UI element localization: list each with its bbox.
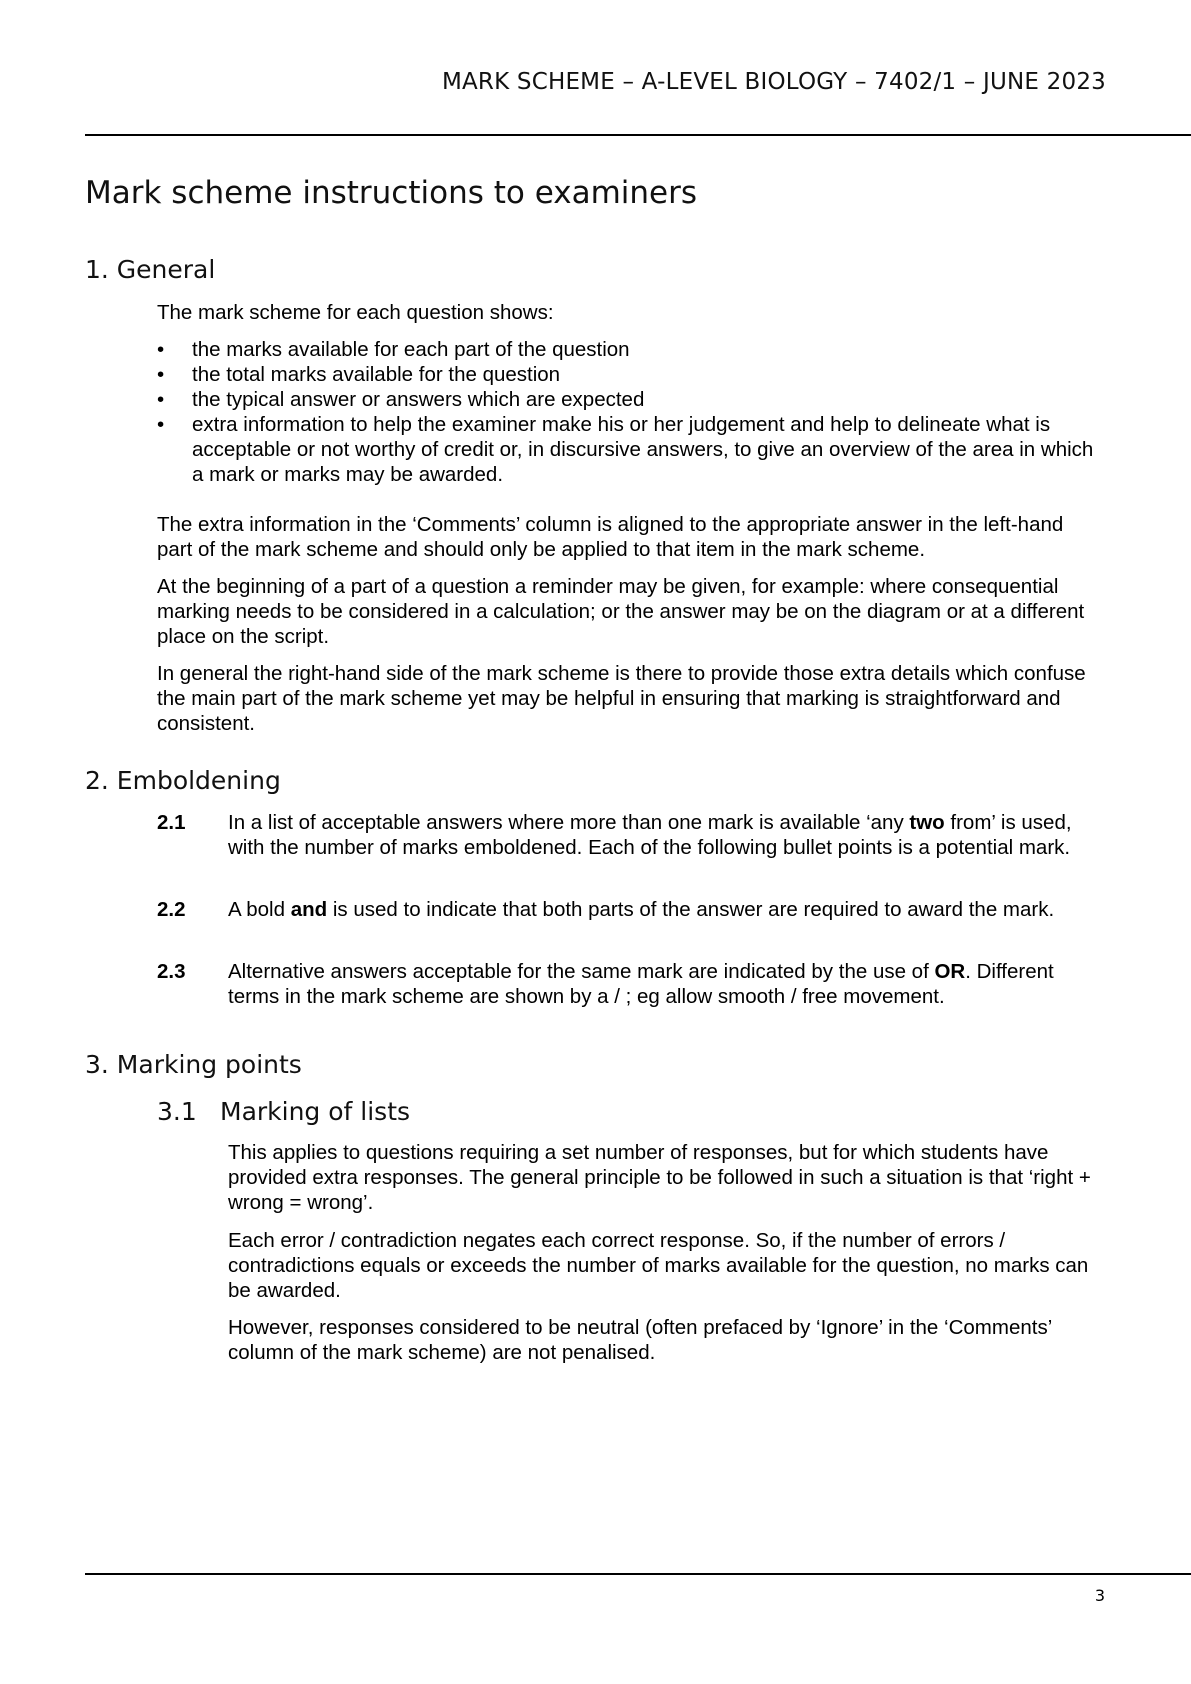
emboldening-item (157, 959, 1097, 1009)
emboldening-item (157, 897, 1097, 922)
marking-paragraph: However, responses considered to be neutral (often prefaced by ‘Ignore’ in the ‘Comments’ column of the mark scheme) are not penalised. (228, 1316, 1052, 1364)
item-number: 2.2 (157, 898, 186, 921)
general-paragraph: In general the right-hand side of the mark scheme is there to provide those extra details which confuse the main part of the mark scheme yet may be helpful in ensuring that marking is straightforward and consistent. (157, 662, 1086, 735)
page-title: Mark scheme instructions to examiners (85, 175, 697, 211)
marking-paragraph: Each error / contradiction negates each correct response. So, if the number of errors / contradictions equals or exceeds the number of marks available for the question, no marks can be awarded. (228, 1229, 1089, 1302)
subsection-heading: 3.1 Marking of lists (157, 1097, 411, 1126)
section-heading-emboldening: 2. Emboldening (85, 766, 281, 795)
general-intro: The mark scheme for each question shows: (157, 301, 554, 324)
page-number: 3 (1094, 1586, 1105, 1605)
list-item: • the typical answer or answers which are expected (157, 388, 645, 411)
emboldening-item (157, 810, 1097, 860)
item-number: 2.3 (157, 960, 186, 983)
list-item: • the total marks available for the question (157, 363, 561, 386)
item-text: Alternative answers acceptable for the same mark are indicated by the use of OR. Different terms in the mark scheme are shown by a / ; eg allow smooth / free movement. (228, 960, 1054, 1008)
general-paragraph: The extra information in the ‘Comments’ column is aligned to the appropriate answer in the left-hand part of the mark scheme and should only be applied to that item in the mark scheme. (157, 513, 1064, 561)
running-header: MARK SCHEME – A-LEVEL BIOLOGY – 7402/1 – JUNE 2023 (441, 69, 1106, 95)
bullet-icon: • (157, 338, 165, 361)
bullet-icon: • (157, 363, 165, 386)
bullet-icon: • (157, 413, 165, 436)
header-rule (85, 134, 1191, 136)
footer-rule (85, 1573, 1191, 1575)
general-paragraph: At the beginning of a part of a question a reminder may be given, for example: where consequential marking needs to be considered in a calculation; or the answer may be on the diagram or at a different place on the script. (157, 575, 1085, 648)
section-heading-general: 1. General (85, 255, 216, 284)
item-number: 2.1 (157, 811, 186, 834)
item-text: In a list of acceptable answers where more than one mark is available ‘any two from’ is used, with the number of marks emboldened. Each of the following bullet points is a potential mark. (228, 811, 1072, 859)
general-bullet-list (157, 337, 1097, 487)
list-item: • the marks available for each part of the question (157, 338, 630, 361)
item-text: A bold and is used to indicate that both parts of the answer are required to award the mark. (228, 898, 1055, 921)
bullet-icon: • (157, 388, 165, 411)
section-heading-marking-points: 3. Marking points (85, 1050, 302, 1079)
list-item: • extra information to help the examiner make his or her judgement and help to delineate what is acceptable or not worthy of credit or, in discursive answers, to give an overview of the area in which a mark or marks may be awarded. (157, 413, 1094, 486)
marking-paragraph: This applies to questions requiring a set number of responses, but for which students have provided extra responses. The general principle to be followed in such a situation is that ‘right + wrong = wrong’. (228, 1141, 1091, 1214)
